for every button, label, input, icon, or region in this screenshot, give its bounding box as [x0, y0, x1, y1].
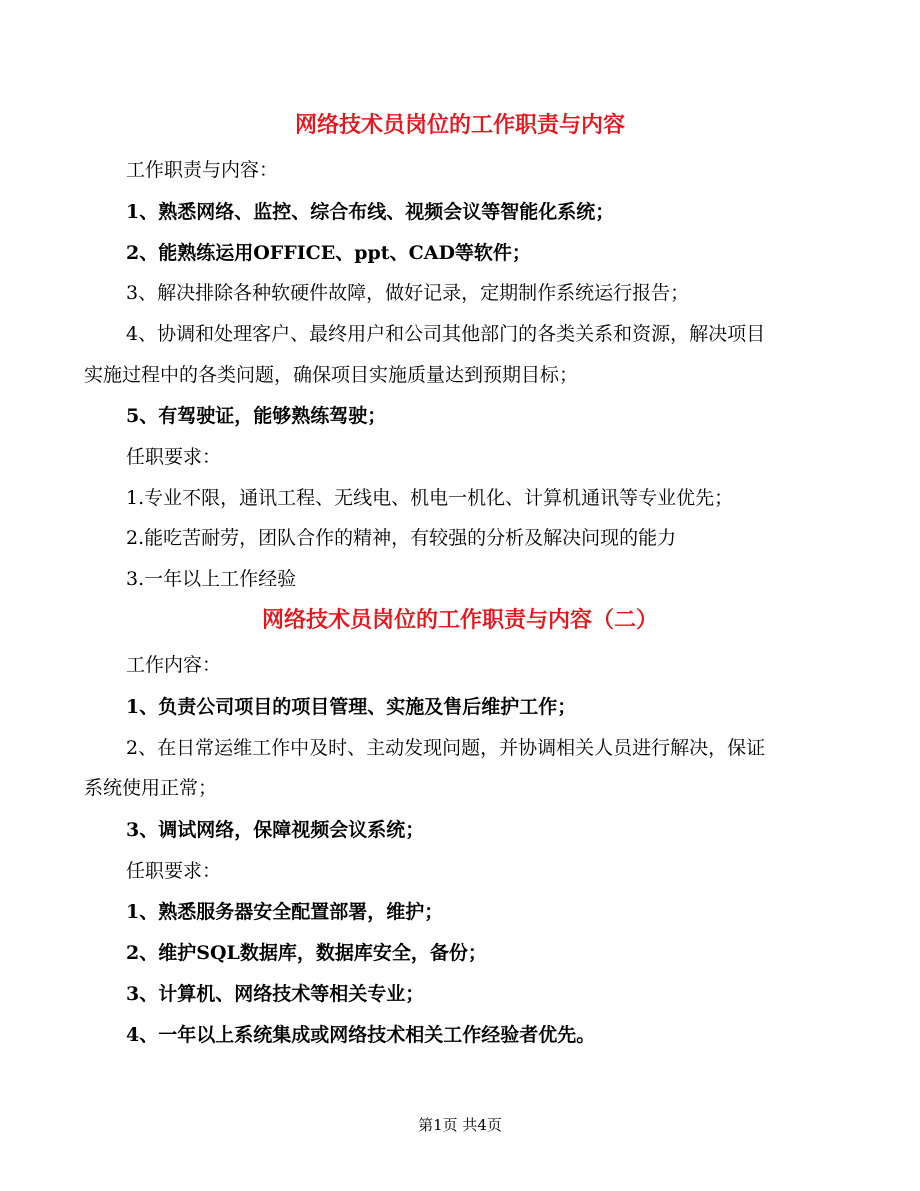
section-2-requirement-1: 1、熟悉服务器安全配置部署，维护； — [126, 901, 444, 923]
section-2-requirements-heading: 任职要求： — [126, 860, 222, 882]
requirement-item-3: 3.一年以上工作经验 — [126, 568, 297, 590]
content-item-2-continued: 系统使用正常； — [84, 777, 218, 799]
requirement-item-2: 2.能吃苦耐劳，团队合作的精神，有较强的分析及解决问现的能力 — [126, 527, 677, 549]
section-2-requirement-4: 4、一年以上系统集成或网络技术相关工作经验者优先。 — [126, 1024, 596, 1046]
duty-item-4: 4、协调和处理客户、最终用户和公司其他部门的各类关系和资源，解决项目 — [126, 323, 766, 345]
duty-item-2: 2、能熟练运用OFFICE、ppt、CAD等软件； — [126, 242, 531, 264]
section-1-title: 网络技术员岗位的工作职责与内容 — [294, 112, 625, 138]
content-item-3: 3、调试网络，保障视频会议系统； — [126, 819, 425, 841]
page-number-footer: 第1页 共4页 — [418, 1116, 502, 1134]
section-2-requirement-2: 2、维护SQL数据库，数据库安全，备份； — [126, 942, 487, 964]
content-item-1: 1、负责公司项目的项目管理、实施及售后维护工作； — [126, 696, 577, 718]
duty-item-1: 1、熟悉网络、监控、综合布线、视频会议等智能化系统； — [126, 201, 615, 223]
duty-item-4-continued: 实施过程中的各类问题，确保项目实施质量达到预期目标； — [84, 364, 579, 386]
requirement-item-1: 1.专业不限，通讯工程、无线电、机电一机化、计算机通讯等专业优先； — [126, 487, 734, 509]
duty-item-3: 3、解决排除各种软硬件故障，做好记录，定期制作系统运行报告； — [126, 282, 690, 304]
duties-heading: 工作职责与内容： — [126, 159, 279, 181]
duty-item-5: 5、有驾驶证，能够熟练驾驶； — [126, 405, 387, 427]
content-heading: 工作内容： — [126, 654, 222, 676]
content-item-2: 2、在日常运维工作中及时、主动发现问题，并协调相关人员进行解决，保证 — [126, 737, 766, 759]
section-2-requirement-3: 3、计算机、网络技术等相关专业； — [126, 983, 425, 1005]
requirements-heading: 任职要求： — [126, 446, 222, 468]
section-2-title: 网络技术员岗位的工作职责与内容（二） — [261, 607, 658, 633]
